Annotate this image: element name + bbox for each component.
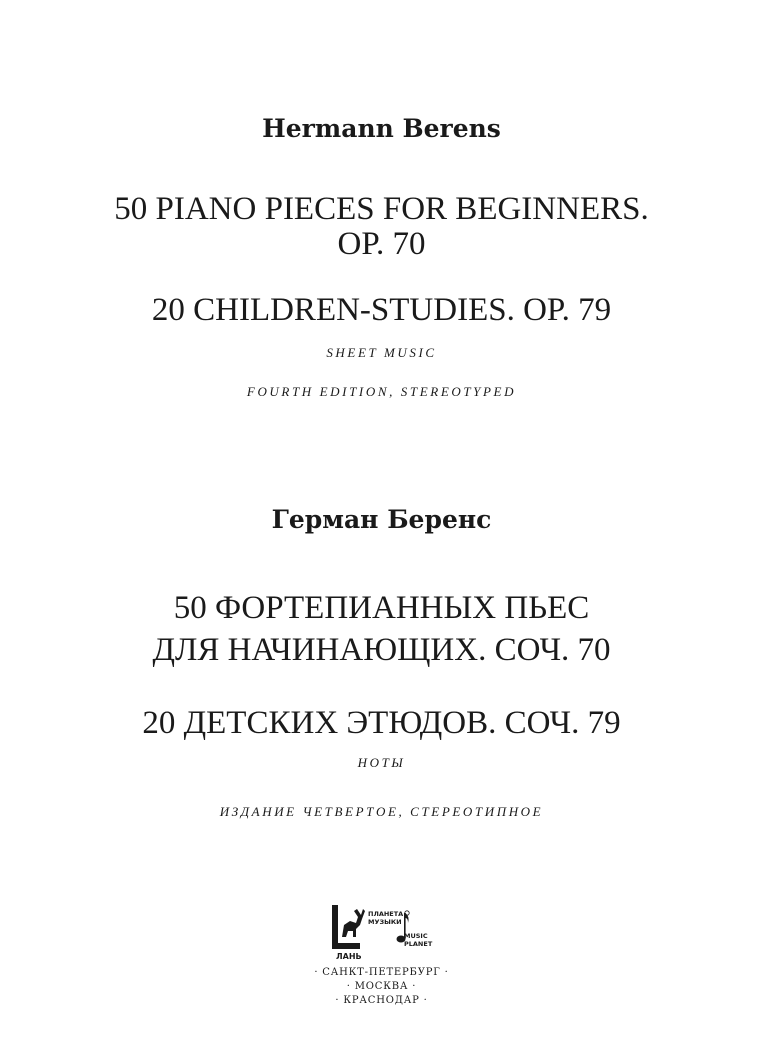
title-english-line-3: 20 CHILDREN-STUDIES. OP. 79	[151, 292, 612, 328]
publisher-city-3: · КРАСНОДАР ·	[335, 995, 428, 1006]
edition-russian: ИЗДАНИЕ ЧЕТВЕРТОЕ, СТЕРЕОТИПНОЕ	[219, 804, 544, 819]
planet-logo-text-en-2: PLANET	[404, 940, 433, 948]
lan-publisher-logo	[330, 903, 366, 963]
music-planet-logo	[368, 909, 440, 959]
title-english-line-2: OP. 70	[337, 226, 426, 262]
title-english-line-1: 50 PIANO PIECES FOR BEGINNERS.	[114, 191, 649, 227]
planet-logo-text-ru-1: ПЛАНЕТА	[368, 910, 404, 918]
subtitle-english: SHEET MUSIC	[326, 345, 437, 360]
title-russian-line-1: 50 ФОРТЕПИАННЫХ ПЬЕС	[173, 590, 590, 626]
publisher-logos	[330, 903, 440, 963]
planet-logo-text-en-1: MUSIC	[404, 932, 428, 940]
title-russian-line-2: ДЛЯ НАЧИНАЮЩИХ. СОЧ. 70	[152, 632, 611, 668]
author-name-english: Hermann Berens	[262, 114, 501, 143]
author-name-russian: Герман Беренс	[271, 505, 492, 534]
lan-logo-text: ЛАНЬ	[336, 952, 362, 961]
title-russian-line-3: 20 ДЕТСКИХ ЭТЮДОВ. СОЧ. 79	[142, 705, 621, 741]
publisher-city-2: · МОСКВА ·	[346, 981, 417, 992]
publisher-city-1: · САНКТ-ПЕТЕРБУРГ ·	[314, 967, 449, 978]
edition-english: FOURTH EDITION, STEREOTYPED	[246, 384, 517, 399]
subtitle-russian: НОТЫ	[357, 755, 406, 770]
planet-logo-text-ru-2: МУЗЫКИ	[368, 918, 402, 926]
